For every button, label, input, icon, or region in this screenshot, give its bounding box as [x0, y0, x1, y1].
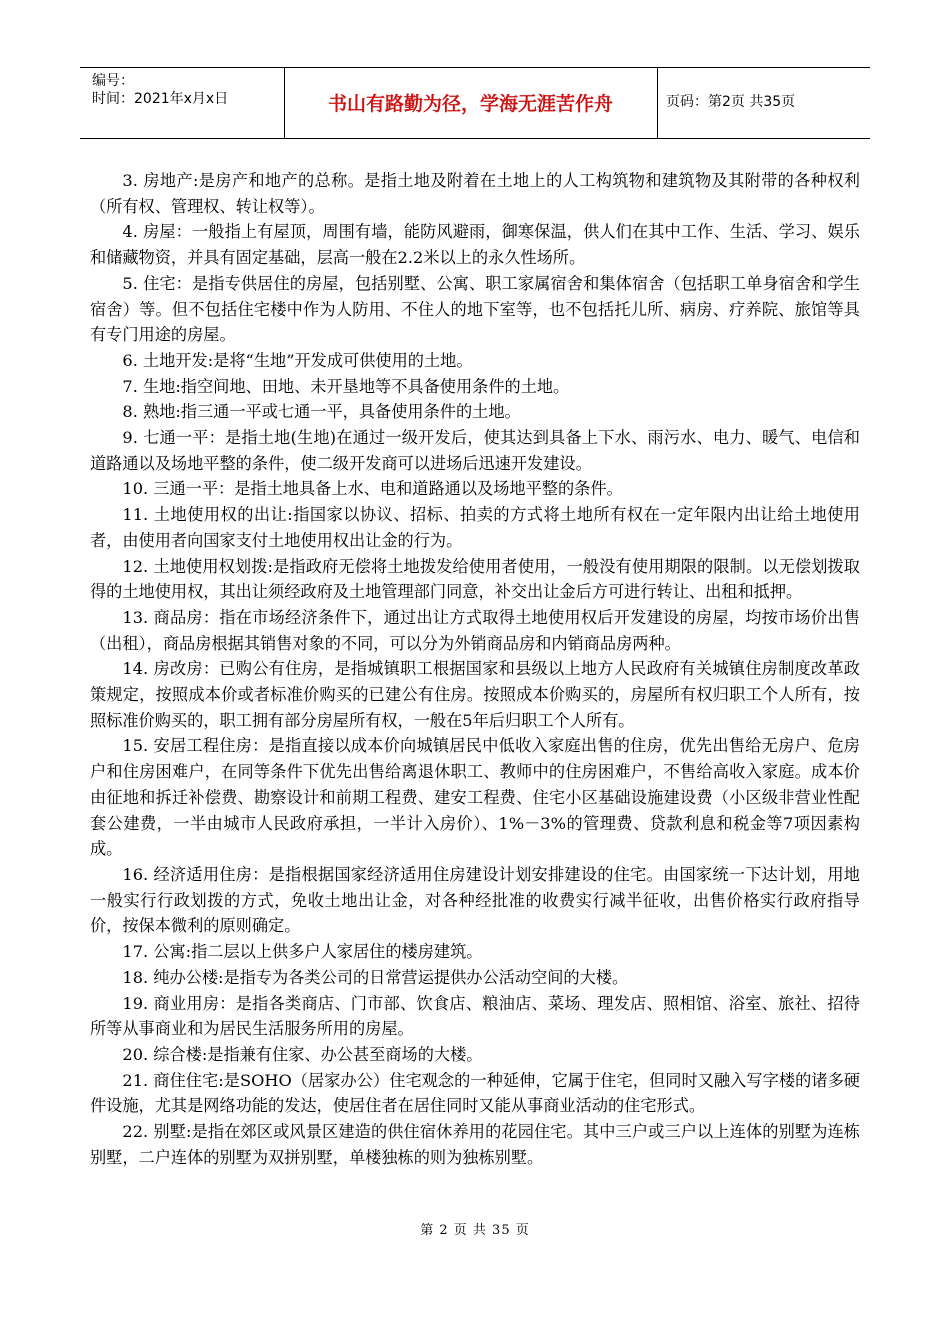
paragraph: 13. 商品房：指在市场经济条件下，通过出让方式取得土地使用权后开发建设的房屋，均按市场价出售（出租），商品房根据其销售对象的不同，可以分为外销商品房和内销商品房两种。 — [90, 607, 860, 653]
paragraph: 10. 三通一平：是指土地具备上水、电和道路通以及场地平整的条件。 — [122, 479, 623, 499]
paragraph: 17. 公寓:指二层以上供多户人家居住的楼房建筑。 — [122, 942, 483, 962]
paragraph: 18. 纯办公楼:是指专为各类公司的日常营运提供办公活动空间的大楼。 — [122, 967, 629, 987]
document-body — [90, 168, 860, 1170]
header-motto: 书山有路勤为径，学海无涯苦作舟 — [327, 93, 613, 115]
paragraph: 16. 经济适用住房：是指根据国家经济适用住房建设计划安排建设的住宅。由国家统一下达计划，用地一般实行行政划拨的方式，免收土地出让金，对各种经批准的收费实行减半征收，出售价格实行政府指导价，按保本微利的原则确定。 — [90, 864, 860, 936]
header-divider — [657, 68, 658, 138]
paragraph: 12. 土地使用权划拨:是指政府无偿将土地拨发给使用者使用，一般没有使用期限的限制。以无偿划拨取得的土地使用权，其出让须经政府及土地管理部门同意，补交出让金后方可进行转让、出租和抵押。 — [90, 556, 860, 602]
paragraph: 7. 生地:指空间地、田地、未开垦地等不具备使用条件的土地。 — [122, 376, 570, 396]
paragraph: 14. 房改房：已购公有住房，是指城镇职工根据国家和县级以上地方人民政府有关城镇住房制度改革政策规定，按照成本价或者标准价购买的已建公有住房。按照成本价购买的，房屋所有权归职工个人所有，按照标准价购买的，职工拥有部分房屋所有权，一般在5年后归职工个人所有。 — [90, 659, 860, 730]
paragraph: 15. 安居工程住房：是指直接以成本价向城镇居民中低收入家庭出售的住房，优先出售给无房户、危房户和住房困难户，在同等条件下优先出售给离退休职工、教师中的住房困难户，不售给高收入家庭。成本价由征地和拆迁补偿费、勘察设计和前期工程费、建安工程费、住宅小区基础设施建设费（小区级非营业性配套公建费，一半由城市人民政府承担，一半计入房价）、1%－3%的管理费、贷款利息和税金等7项因素构成。 — [90, 736, 860, 859]
page-footer: 第 2 页 共 35 页 — [420, 1223, 530, 1238]
paragraph: 4. 房屋：一般指上有屋顶，周围有墙，能防风避雨，御寒保温，供人们在其中工作、生活、学习、娱乐和储藏物资，并具有固定基础，层高一般在2.2米以上的永久性场所。 — [90, 222, 860, 268]
paragraph: 5. 住宅：是指专供居住的房屋，包括别墅、公寓、职工家属宿舍和集体宿舍（包括职工单身宿舍和学生宿舍）等。但不包括住宅楼中作为人防用、不住人的地下室等，也不包括托儿所、病房、疗养院、旅馆等具有专门用途的房屋。 — [90, 273, 860, 345]
paragraph: 20. 综合楼:是指兼有住家、办公甚至商场的大楼。 — [122, 1044, 483, 1064]
paragraph: 22. 别墅:是指在郊区或风景区建造的供住宿休养用的花园住宅。其中三户或三户以上连体的别墅为连栋别墅，二户连体的别墅为双拼别墅，单楼独栋的则为独栋别墅。 — [90, 1122, 860, 1167]
page-header — [80, 67, 870, 139]
header-page-info: 页码：第2页 共35页 — [666, 94, 796, 110]
document-number-label: 编号： — [92, 73, 134, 89]
paragraph: 19. 商业用房：是指各类商店、门市部、饮食店、粮油店、菜场、理发店、照相馆、浴室、旅社、招待所等从事商业和为居民生活服务所用的房屋。 — [90, 993, 860, 1039]
paragraph: 3. 房地产:是房产和地产的总称。是指土地及附着在土地上的人工构筑物和建筑物及其附带的各种权利（所有权、管理权、转让权等）。 — [90, 171, 860, 216]
document-time-label: 时间：2021年x月x日 — [92, 91, 229, 107]
paragraph: 9. 七通一平：是指土地(生地)在通过一级开发后，使其达到具备上下水、雨污水、电力、暖气、电信和道路通以及场地平整的条件，使二级开发商可以进场后迅速开发建设。 — [90, 428, 860, 473]
paragraph: 11. 土地使用权的出让:指国家以协议、招标、拍卖的方式将土地所有权在一定年限内出让给土地使用者，由使用者向国家支付土地使用权出让金的行为。 — [90, 505, 860, 550]
paragraph: 6. 土地开发:是将“生地”开发成可供使用的土地。 — [122, 350, 473, 370]
paragraph: 8. 熟地:指三通一平或七通一平，具备使用条件的土地。 — [122, 402, 521, 422]
paragraph: 21. 商住住宅:是SOHO（居家办公）住宅观念的一种延伸，它属于住宅，但同时又融入写字楼的诸多硬件设施，尤其是网络功能的发达，使居住者在居住同时又能从事商业活动的住宅形式。 — [90, 1070, 860, 1116]
